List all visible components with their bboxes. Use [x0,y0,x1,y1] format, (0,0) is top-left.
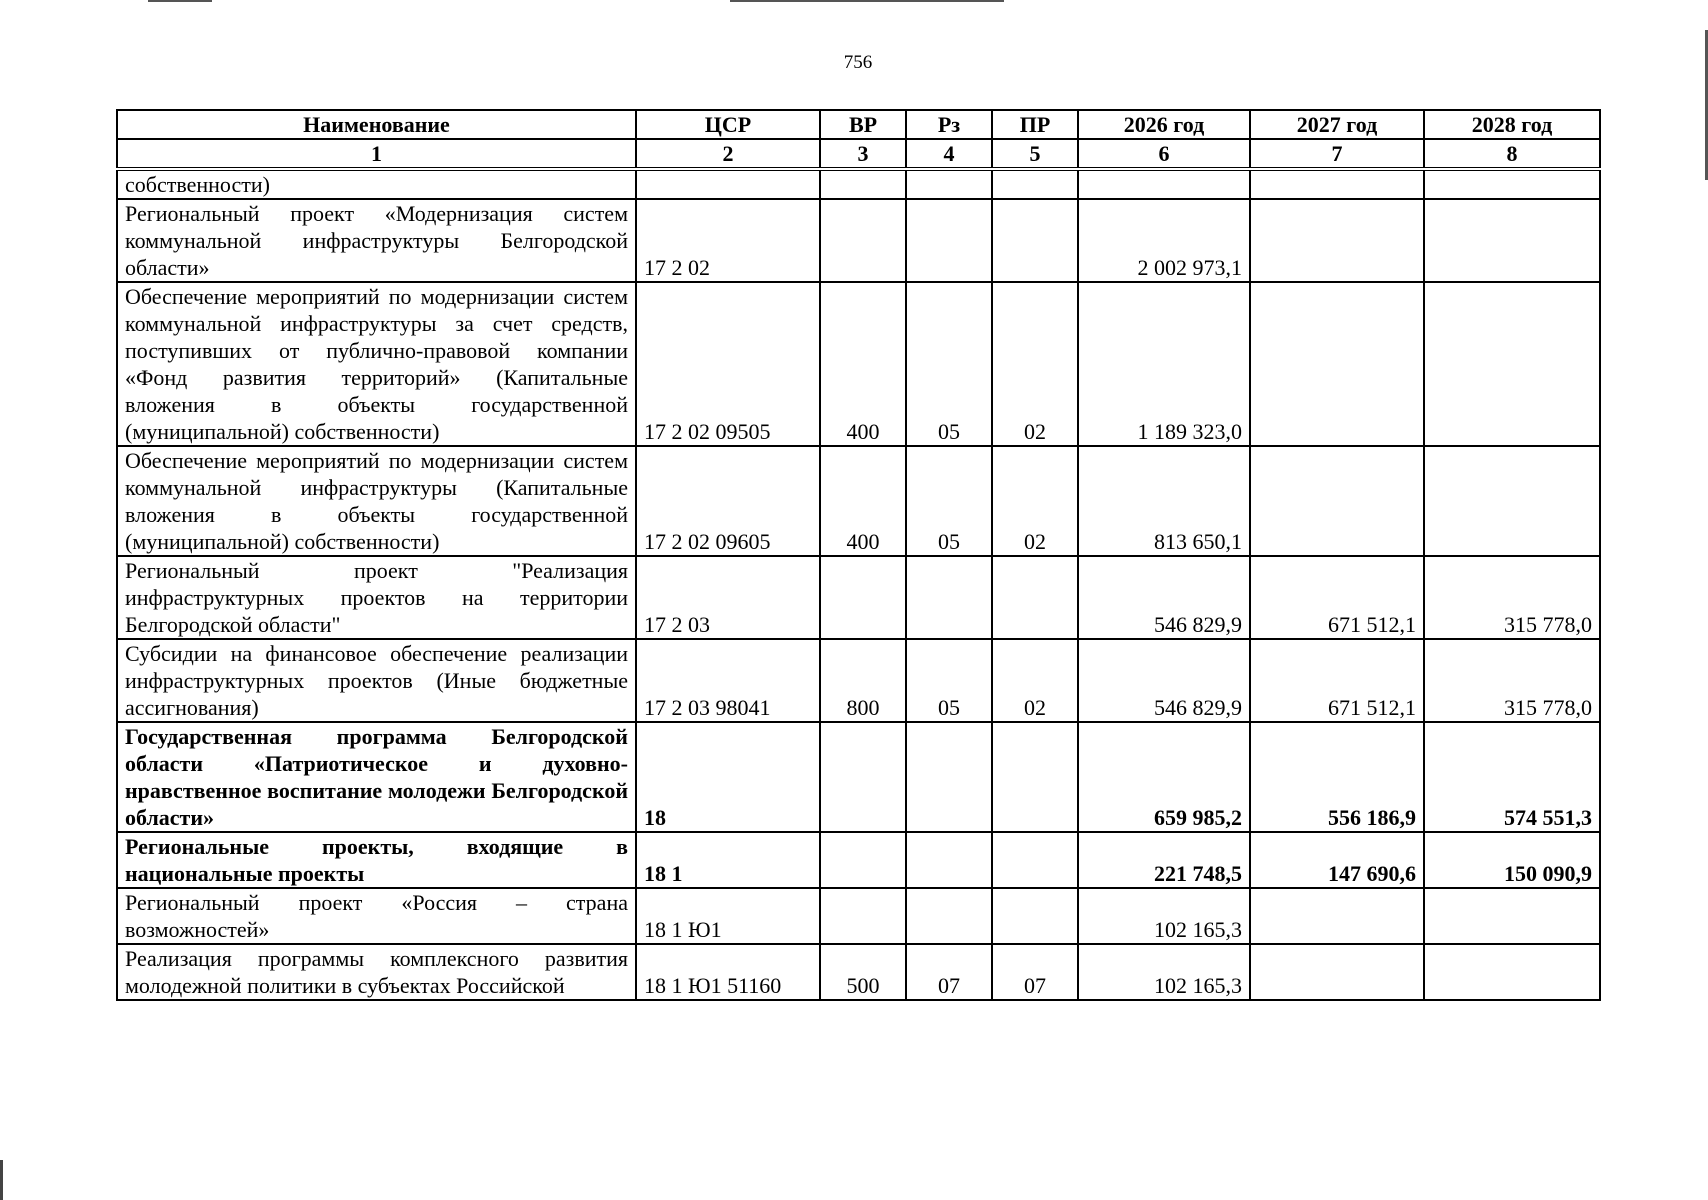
cell-csr: 18 1 Ю1 51160 [636,944,820,1000]
cell-csr: 17 2 02 09605 [636,446,820,556]
cell-name: Региональный проект «Модернизация систем коммунальной инфраструктуры Белгородской области» [117,199,636,282]
cell-rz [906,832,992,888]
cell-2027 [1250,888,1424,944]
header-vr: ВР [820,110,906,139]
cell-rz: 05 [906,639,992,722]
cell-rz [906,169,992,199]
cell-vr [820,722,906,832]
cell-2026: 813 650,1 [1078,446,1250,556]
budget-table [116,109,1601,1001]
table-row [117,944,1600,1000]
cell-2027 [1250,944,1424,1000]
cell-rz: 05 [906,446,992,556]
cell-2028: 315 778,0 [1424,639,1600,722]
header-2026: 2026 год [1078,110,1250,139]
cell-2026: 546 829,9 [1078,639,1250,722]
cell-pr [992,888,1078,944]
cell-2026: 2 002 973,1 [1078,199,1250,282]
cell-2027: 671 512,1 [1250,639,1424,722]
cell-2028 [1424,282,1600,446]
cell-2028 [1424,199,1600,282]
cell-2026: 221 748,5 [1078,832,1250,888]
cell-rz [906,888,992,944]
cell-vr [820,888,906,944]
cell-vr [820,556,906,639]
cell-vr: 400 [820,282,906,446]
cell-rz [906,556,992,639]
cell-2027: 671 512,1 [1250,556,1424,639]
cell-csr: 17 2 03 [636,556,820,639]
cell-2028 [1424,169,1600,199]
header-2028: 2028 год [1424,110,1600,139]
cell-rz: 07 [906,944,992,1000]
column-number: 3 [820,139,906,169]
cell-2028 [1424,446,1600,556]
cell-2027 [1250,169,1424,199]
cell-pr [992,722,1078,832]
header-csr: ЦСР [636,110,820,139]
cell-2027: 556 186,9 [1250,722,1424,832]
cell-name: Реализация программы комплексного развития молодежной политики в субъектах Российской [117,944,636,1000]
cell-2026: 102 165,3 [1078,944,1250,1000]
cell-2026: 546 829,9 [1078,556,1250,639]
cell-csr: 18 [636,722,820,832]
cell-2028: 574 551,3 [1424,722,1600,832]
cell-vr: 800 [820,639,906,722]
cell-csr: 18 1 Ю1 [636,888,820,944]
cell-name: Региональные проекты, входящие в национальные проекты [117,832,636,888]
cell-vr: 500 [820,944,906,1000]
table-row [117,639,1600,722]
cell-vr [820,199,906,282]
header-name: Наименование [117,110,636,139]
cell-vr: 400 [820,446,906,556]
cell-2028: 150 090,9 [1424,832,1600,888]
cell-csr [636,169,820,199]
header-2027: 2027 год [1250,110,1424,139]
cell-2026: 659 985,2 [1078,722,1250,832]
table-row [117,446,1600,556]
table-row [117,199,1600,282]
cell-2026: 102 165,3 [1078,888,1250,944]
table-body [117,169,1600,1000]
header-row [117,110,1600,139]
cell-2026: 1 189 323,0 [1078,282,1250,446]
cell-vr [820,832,906,888]
cell-2026 [1078,169,1250,199]
cell-csr: 17 2 02 09505 [636,282,820,446]
table-row [117,722,1600,832]
column-number: 6 [1078,139,1250,169]
cell-name: Региональный проект «Россия – страна возможностей» [117,888,636,944]
column-number: 2 [636,139,820,169]
cell-name: Региональный проект "Реализация инфраструктурных проектов на территории Белгородской области" [117,556,636,639]
table-row [117,556,1600,639]
column-number: 5 [992,139,1078,169]
cell-name: собственности) [117,169,636,199]
cell-2027 [1250,199,1424,282]
cell-2027: 147 690,6 [1250,832,1424,888]
column-number: 7 [1250,139,1424,169]
cell-pr [992,832,1078,888]
cell-pr [992,556,1078,639]
cell-pr: 02 [992,446,1078,556]
cell-name: Обеспечение мероприятий по модернизации систем коммунальной инфраструктуры за счет средств, поступивших от публично-правовой компании «Фонд развития территорий» (Капитальные вложения в объекты государственной (муниципальной) собственности) [117,282,636,446]
table-row [117,282,1600,446]
header-rz: Рз [906,110,992,139]
table-row [117,832,1600,888]
cell-rz [906,722,992,832]
cell-name: Государственная программа Белгородской области «Патриотическое и духовно-нравственное воспитание молодежи Белгородской области» [117,722,636,832]
cell-2027 [1250,282,1424,446]
header-pr: ПР [992,110,1078,139]
scan-mark [148,0,212,2]
cell-pr: 02 [992,282,1078,446]
cell-2027 [1250,446,1424,556]
cell-name: Субсидии на финансовое обеспечение реализации инфраструктурных проектов (Иные бюджетные ассигнования) [117,639,636,722]
cell-pr: 07 [992,944,1078,1000]
column-number: 8 [1424,139,1600,169]
cell-csr: 17 2 02 [636,199,820,282]
cell-name: Обеспечение мероприятий по модернизации систем коммунальной инфраструктуры (Капитальные вложения в объекты государственной (муниципальной) собственности) [117,446,636,556]
scan-mark [0,1160,3,1200]
table-row [117,169,1600,199]
cell-rz [906,199,992,282]
cell-pr [992,199,1078,282]
cell-2028 [1424,944,1600,1000]
cell-2028: 315 778,0 [1424,556,1600,639]
cell-pr: 02 [992,639,1078,722]
cell-vr [820,169,906,199]
column-number-row [117,139,1600,169]
cell-rz: 05 [906,282,992,446]
cell-csr: 18 1 [636,832,820,888]
cell-2028 [1424,888,1600,944]
cell-csr: 17 2 03 98041 [636,639,820,722]
column-number: 4 [906,139,992,169]
cell-pr [992,169,1078,199]
column-number: 1 [117,139,636,169]
scan-mark [730,0,1004,2]
page-number: 756 [843,52,873,73]
table-row [117,888,1600,944]
